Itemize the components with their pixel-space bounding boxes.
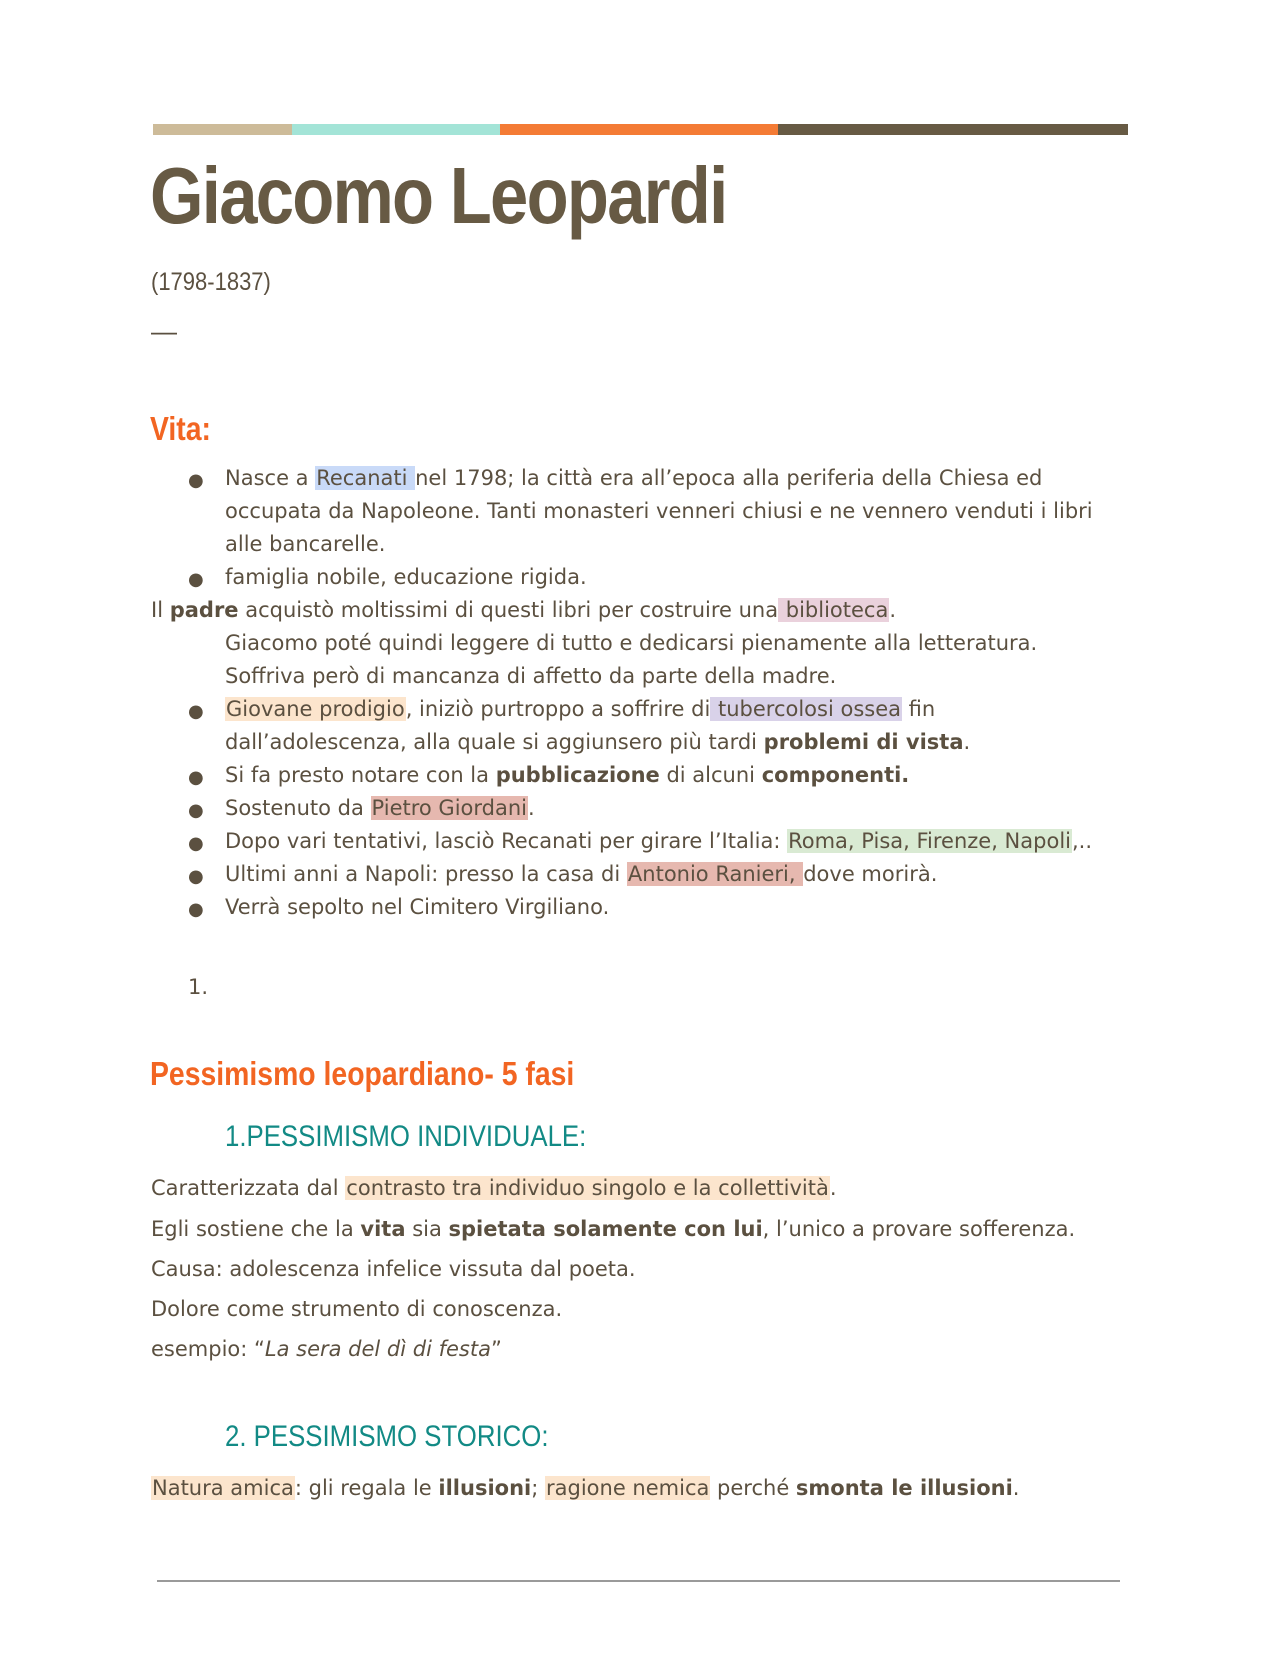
paragraph: Dolore come strumento di conoscenza. (151, 1297, 563, 1321)
bold-run: illusioni (438, 1476, 532, 1500)
decorative-color-bar (153, 124, 1128, 135)
bullet-icon: ● (188, 866, 204, 887)
text-run: dove morirà. (803, 862, 938, 886)
highlight-red: Antonio Ranieri, (627, 862, 803, 886)
text-run: esempio: “ (151, 1337, 265, 1361)
list-item-continuation: occupata da Napoleone. Tanti monasteri venneri chiusi e ne vennero venduti i libri (225, 499, 1093, 523)
paragraph-line: Soffriva però di mancanza di affetto da parte della madre. (225, 664, 837, 688)
paragraph (151, 1476, 1019, 1500)
text-run: . (527, 796, 535, 820)
text-run: : gli regala le (294, 1476, 439, 1500)
text-run: nel 1798; la città era all’epoca alla periferia della Chiesa ed (415, 466, 1043, 490)
bold-run: vita (360, 1217, 406, 1241)
text-run: ,.. (1071, 829, 1093, 853)
bold-run: componenti. (761, 763, 910, 787)
bold-run: pubblicazione (495, 763, 660, 787)
numbered-list-marker: 1. (188, 975, 209, 999)
list-item-continuation (225, 730, 970, 754)
text-run: Ultimi anni a Napoli: presso la casa di (225, 862, 627, 886)
list-item-continuation: alle bancarelle. (225, 532, 386, 556)
paragraph-line: Giacomo poté quindi leggere di tutto e dedicarsi pienamente alla letteratura. (225, 631, 1038, 655)
bullet-icon: ● (188, 833, 204, 854)
list-item: famiglia nobile, educazione rigida. (225, 565, 587, 589)
text-run: Sostenuto da (225, 796, 371, 820)
life-dates: (1798-1837) (151, 268, 271, 296)
text-run: , iniziò purtroppo a soffrire di (405, 697, 711, 721)
text-run: ; (531, 1476, 545, 1500)
color-bar-segment-tan (153, 124, 292, 135)
highlight-pink: biblioteca (779, 598, 889, 622)
text-run: Il (151, 598, 170, 622)
text-run: Si fa presto notare con la (225, 763, 496, 787)
color-bar-segment-orange (500, 124, 778, 135)
bold-run: spietata solamente con lui (448, 1217, 763, 1241)
text-run: perché (710, 1476, 796, 1500)
bold-run: smonta le illusioni (795, 1476, 1013, 1500)
paragraph (151, 1176, 837, 1200)
bullet-icon: ● (188, 569, 204, 590)
footer-divider (157, 1580, 1120, 1582)
bullet-icon: ● (188, 800, 204, 821)
highlight-red: Pietro Giordani (371, 796, 527, 820)
list-item (225, 796, 535, 820)
text-run: fin (902, 697, 936, 721)
highlight-lavender: tubercolosi ossea (711, 697, 901, 721)
bold-run: problemi di vista (763, 730, 964, 754)
highlight-green: Roma, Pisa, Firenze, Napoli (788, 829, 1071, 853)
text-run: , l’unico a provare sofferenza. (762, 1217, 1076, 1241)
highlight-peach: contrasto tra individuo singolo e la collettività (346, 1176, 829, 1200)
paragraph: Causa: adolescenza infelice vissuta dal poeta. (151, 1257, 636, 1281)
document-title: Giacomo Leopardi (150, 151, 727, 240)
color-bar-segment-mint (292, 124, 500, 135)
paragraph (151, 598, 896, 622)
text-run: . (963, 730, 971, 754)
text-run: . (1012, 1476, 1020, 1500)
list-item (225, 763, 909, 787)
text-run: acquistò moltissimi di questi libri per costruire una (238, 598, 779, 622)
highlight-peach: Natura amica (152, 1476, 294, 1500)
text-run: . (889, 598, 897, 622)
list-item: Verrà sepolto nel Cimitero Virgiliano. (225, 895, 610, 919)
bullet-icon: ● (188, 767, 204, 788)
title-dash: — (151, 316, 177, 346)
text-run: sia (405, 1217, 449, 1241)
subsection-heading-individuale: 1.PESSIMISMO INDIVIDUALE: (225, 1120, 587, 1153)
bullet-icon: ● (188, 701, 204, 722)
text-run: Caratterizzata dal (151, 1176, 346, 1200)
text-run: ” (490, 1337, 502, 1361)
list-item (225, 697, 935, 721)
text-run: dall’adolescenza, alla quale si aggiunsero più tardi (225, 730, 764, 754)
list-item (225, 829, 1092, 853)
paragraph (151, 1337, 502, 1361)
bullet-icon: ● (188, 899, 204, 920)
highlight-blue: Recanati (316, 466, 415, 490)
text-run: . (829, 1176, 837, 1200)
list-item (225, 862, 937, 886)
highlight-peach: Giovane prodigio (226, 697, 405, 721)
text-run: Nasce a (225, 466, 316, 490)
bullet-icon: ● (188, 470, 204, 491)
highlight-peach: ragione nemica (546, 1476, 710, 1500)
text-run: Dopo vari tentativi, lasciò Recanati per girare l’Italia: (225, 829, 788, 853)
color-bar-segment-brown (778, 124, 1128, 135)
subsection-heading-storico: 2. PESSIMISMO STORICO: (225, 1420, 549, 1453)
list-item (225, 466, 1042, 490)
text-run: di alcuni (659, 763, 762, 787)
bold-run: padre (169, 598, 239, 622)
italic-run: La sera del dì di festa (264, 1337, 491, 1361)
section-heading-pessimismo: Pessimismo leopardiano- 5 fasi (150, 1055, 575, 1092)
text-run: Egli sostiene che la (151, 1217, 361, 1241)
paragraph (151, 1217, 1075, 1241)
section-heading-vita: Vita: (150, 410, 211, 447)
